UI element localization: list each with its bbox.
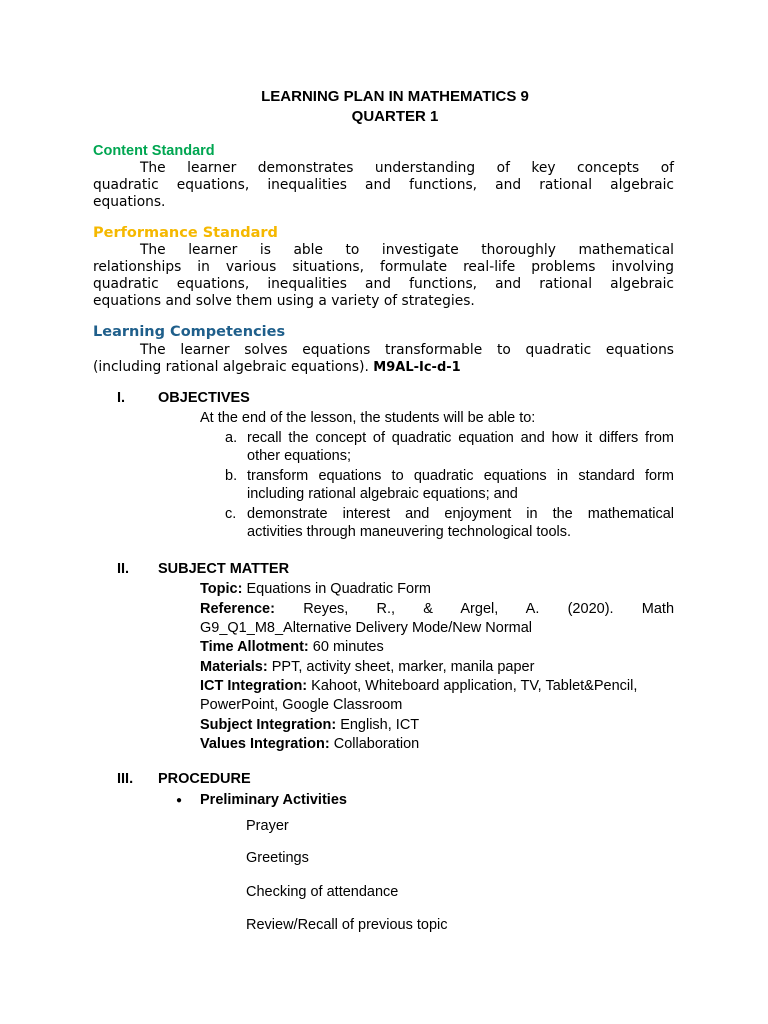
subject-integration-label: Subject Integration: [200, 716, 337, 733]
ict-label: ICT Integration: [200, 678, 308, 694]
time-value: 60 minutes [312, 639, 384, 655]
topic-label: Topic: [200, 581, 243, 597]
content-standard-text [93, 160, 674, 211]
reference-row-cont: G9_Q1_M8_Alternative Delivery Mode/New Normal [200, 619, 533, 636]
learning-competencies-line: The learner solves equations transformable to quadratic equations [140, 342, 674, 358]
objective-line: transform equations to quadratic equations in standard form [247, 468, 674, 484]
objective-marker: c. [225, 506, 237, 522]
objective-marker: a. [225, 430, 238, 446]
subject-matter-heading: SUBJECT MATTER [158, 561, 290, 577]
document-subtitle: QUARTER 1 [351, 108, 439, 125]
subject-matter-details [200, 580, 674, 755]
objectives-heading: OBJECTIVES [158, 390, 250, 406]
preliminary-activities-heading: Preliminary Activities [200, 792, 347, 808]
values-integration-label: Values Integration: [200, 736, 330, 752]
learning-competencies-line2: (including rational algebraic equations). [93, 359, 369, 375]
objective-line: other equations; [247, 448, 351, 464]
objective-marker: b. [225, 468, 238, 484]
learning-competencies-text [93, 342, 674, 376]
content-standard-line: quadratic equations, inequalities and functions, and rational algebraic [93, 177, 674, 193]
objective-item [225, 429, 674, 465]
ict-row [200, 677, 674, 696]
reference-label: Reference: [200, 600, 275, 617]
activity-item: Checking of attendance [246, 884, 399, 900]
reference-value: Reyes, R., & Argel, A. (2020). Math [303, 600, 675, 617]
learning-competencies-heading: Learning Competencies [93, 324, 286, 340]
objective-line: activities through maneuvering technological tools. [247, 524, 572, 540]
performance-standard-line: quadratic equations, inequalities and functions, and rational algebraic [93, 276, 674, 292]
objective-item [225, 467, 674, 503]
performance-standard-line: equations and solve them using a variety of strategies. [93, 293, 475, 309]
materials-value: PPT, activity sheet, marker, manila paper [271, 658, 535, 675]
time-label: Time Allotment: [200, 639, 309, 655]
performance-standard-text [93, 242, 674, 310]
content-standard-line: equations. [93, 194, 166, 210]
bullet-icon: ● [176, 795, 183, 806]
content-standard-line: The learner demonstrates understanding of key concepts of [140, 160, 674, 176]
materials-row [200, 658, 674, 678]
topic-row [200, 580, 674, 600]
competency-code: M9AL-Ic-d-1 [373, 360, 461, 375]
objective-line: recall the concept of quadratic equation and how it differs from [247, 430, 674, 446]
values-integration-row [200, 735, 674, 755]
objective-line: demonstrate interest and enjoyment in the mathematical [247, 506, 674, 522]
activity-item: Review/Recall of previous topic [246, 917, 448, 933]
objectives-numeral: I. [117, 390, 126, 406]
learning-competencies-line [93, 359, 674, 376]
time-row [200, 638, 674, 658]
objective-line: including rational algebraic equations; and [247, 486, 518, 502]
activity-item: Prayer [246, 818, 289, 834]
objective-item [225, 505, 674, 541]
procedure-heading: PROCEDURE [158, 771, 251, 787]
materials-label: Materials: [200, 658, 268, 675]
ict-value: Kahoot, Whiteboard application, TV, Tablet&Pencil, [311, 678, 638, 694]
values-integration-value: Collaboration [333, 736, 420, 752]
performance-standard-heading: Performance Standard [93, 225, 278, 241]
performance-standard-line: The learner is able to investigate thoroughly mathematical [140, 242, 674, 258]
procedure-numeral: III. [117, 771, 134, 787]
ict-row-cont: PowerPoint, Google Classroom [200, 697, 403, 713]
document-title: LEARNING PLAN IN MATHEMATICS 9 [261, 88, 529, 105]
subject-matter-numeral: II. [117, 561, 130, 577]
activity-item: Greetings [246, 850, 309, 866]
topic-value: Equations in Quadratic Form [246, 581, 432, 597]
objectives-intro: At the end of the lesson, the students will be able to: [200, 410, 536, 426]
reference-row [200, 600, 674, 619]
performance-standard-line: relationships in various situations, formulate real-life problems involving [93, 259, 674, 275]
subject-integration-row [200, 716, 674, 736]
subject-integration-value: English, ICT [340, 716, 420, 733]
content-standard-heading: Content Standard [93, 143, 215, 159]
